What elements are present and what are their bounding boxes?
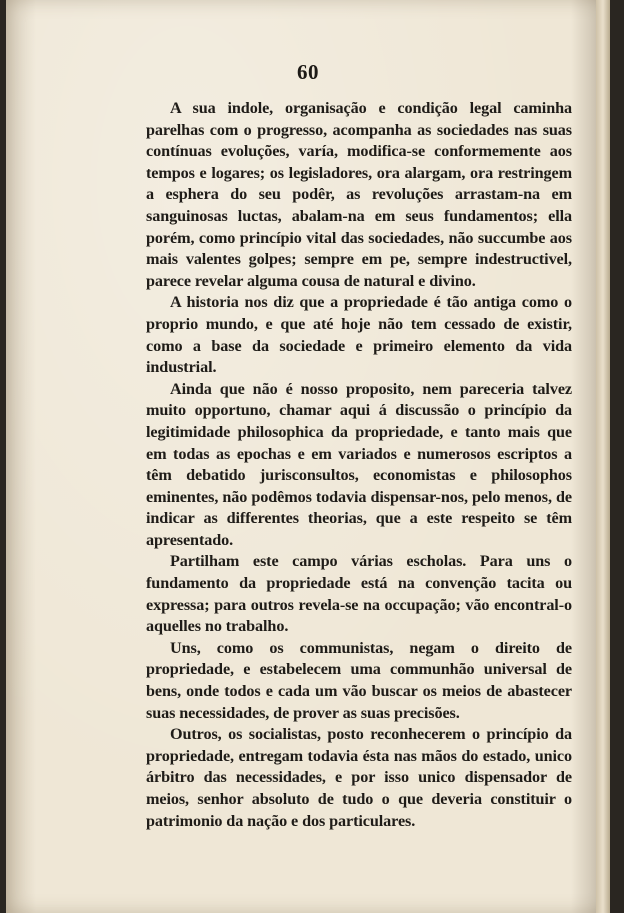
paragraph-5: Uns, como os communistas, negam o direito de propriedade, e estabelecem uma communhão universal de bens, onde todos e cada um vão buscar os meios de abastecer suas necessidades, de prover as suas precisões. xyxy=(146,638,572,722)
paragraph-3: Ainda que não é nosso proposito, nem pareceria talvez muito opportuno, chamar aqui á discussão o princípio da legitimidade philosophica da propriedade, e tanto mais que em todas as epochas e em variados e numerosos escriptos a têm debatido jurisconsultos, economistas e philosophos eminentes, não podêmos todavia dispensar-nos, pelo menos, de indicar as differentes theorias, que a este respeito se têm apresentado. xyxy=(146,379,572,549)
paragraph-6: Outros, os socialistas, posto reconhecerem o princípio da propriedade, entregam todavia ésta nas mãos do estado, unico árbitro das necessidades, e por isso unico dispensador de meios, senhor absoluto de tudo o que deveria constituir o patrimonio da nação e dos particulares. xyxy=(146,725,572,830)
body-text xyxy=(146,98,572,832)
page-number: 60 xyxy=(297,60,319,84)
page-edge xyxy=(596,0,610,913)
paragraph-1: A sua indole, organisação e condição legal caminha parelhas com o progresso, acompanha as sociedades nas suas contínuas evoluções, varía, modifica-se conformemente aos tempos e logares; os legisladores, ora alargam, ora restringem a esphera do seu podêr, as revoluções arrastam-na em sanguinosas luctas, abalam-na em seus fundamentos; ella porém, como princípio vital das sociedades, não succumbe aos mais valentes golpes; sempre em pe, sempre indestructivel, parece revelar alguma cousa de natural e divino. xyxy=(146,99,572,290)
book-page xyxy=(6,0,610,913)
paragraph-4: Partilham este campo várias escholas. Para uns o fundamento da propriedade está na convenção tacita ou expressa; para outros revela-se na occupação; vão encontral-o aquelles no trabalho. xyxy=(146,552,572,636)
paragraph-2: A historia nos diz que a propriedade é tão antiga como o proprio mundo, e que até hoje não tem cessado de existir, como a base da sociedade e primeiro elemento da vida industrial. xyxy=(146,293,572,377)
